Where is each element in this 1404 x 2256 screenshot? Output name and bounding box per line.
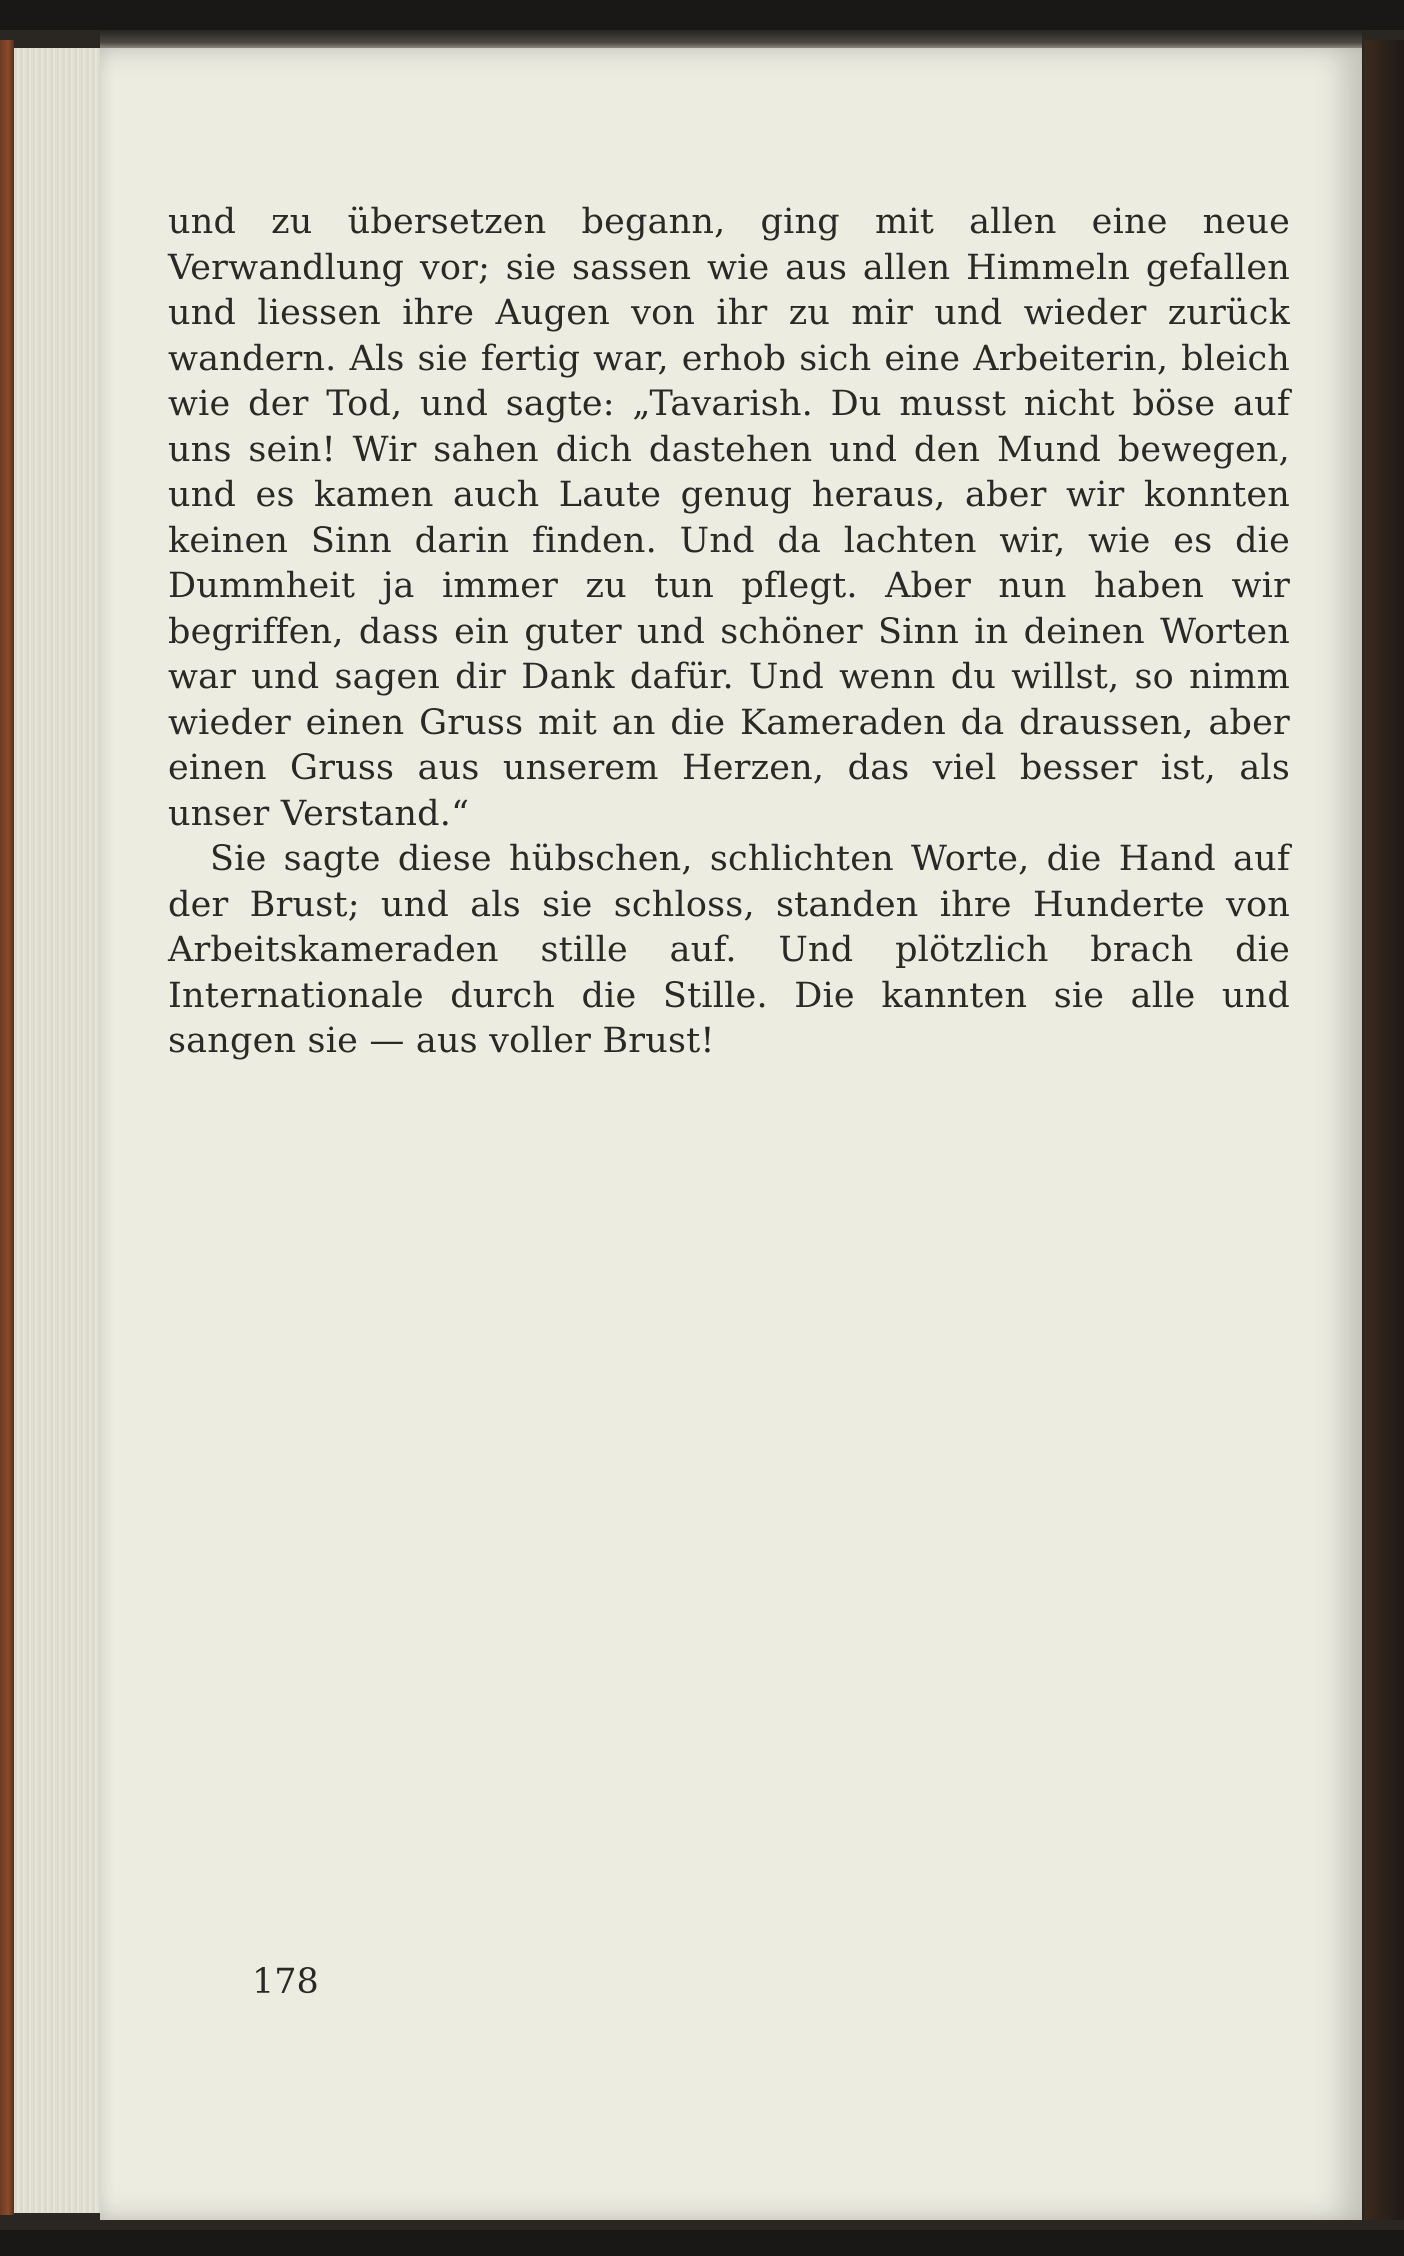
book-cover-right	[1364, 40, 1404, 2220]
body-text	[168, 200, 1290, 1065]
paragraph-2: Sie sagte diese hübschen, schlichten Worte, die Hand auf der Brust; und als sie schloss, standen ihre Hunderte von Arbeitskameraden stille auf. Und plötzlich brach die Internationale durch die Stille. Die kannten sie alle und sangen sie — aus voller Brust!	[168, 839, 1290, 1061]
page-edges	[14, 48, 104, 2213]
page-top-edge	[100, 30, 1362, 48]
book-cover-left	[0, 40, 14, 2215]
page-number: 178	[252, 1962, 319, 2002]
paragraph-1: und zu übersetzen begann, ging mit allen eine neue Verwandlung vor; sie sassen wie aus allen Himmeln gefallen und liessen ihre Augen von ihr zu mir und wieder zurück wandern. Als sie fertig war, erhob sich eine Arbeiterin, bleich wie der Tod, und sagte: „Tavarish. Du musst nicht böse auf uns sein! Wir sahen dich dastehen und den Mund bewegen, und es kamen auch Laute genug heraus, aber wir konnten keinen Sinn darin finden. Und da lachten wir, wie es die Dummheit ja immer zu tun pflegt. Aber nun haben wir begriffen, dass ein guter und schöner Sinn in deinen Worten war und sagen dir Dank dafür. Und wenn du willst, so nimm wieder einen Gruss mit an die Kameraden da draussen, aber einen Gruss aus unserem Herzen, das viel besser ist, als unser Verstand.“	[168, 202, 1290, 834]
